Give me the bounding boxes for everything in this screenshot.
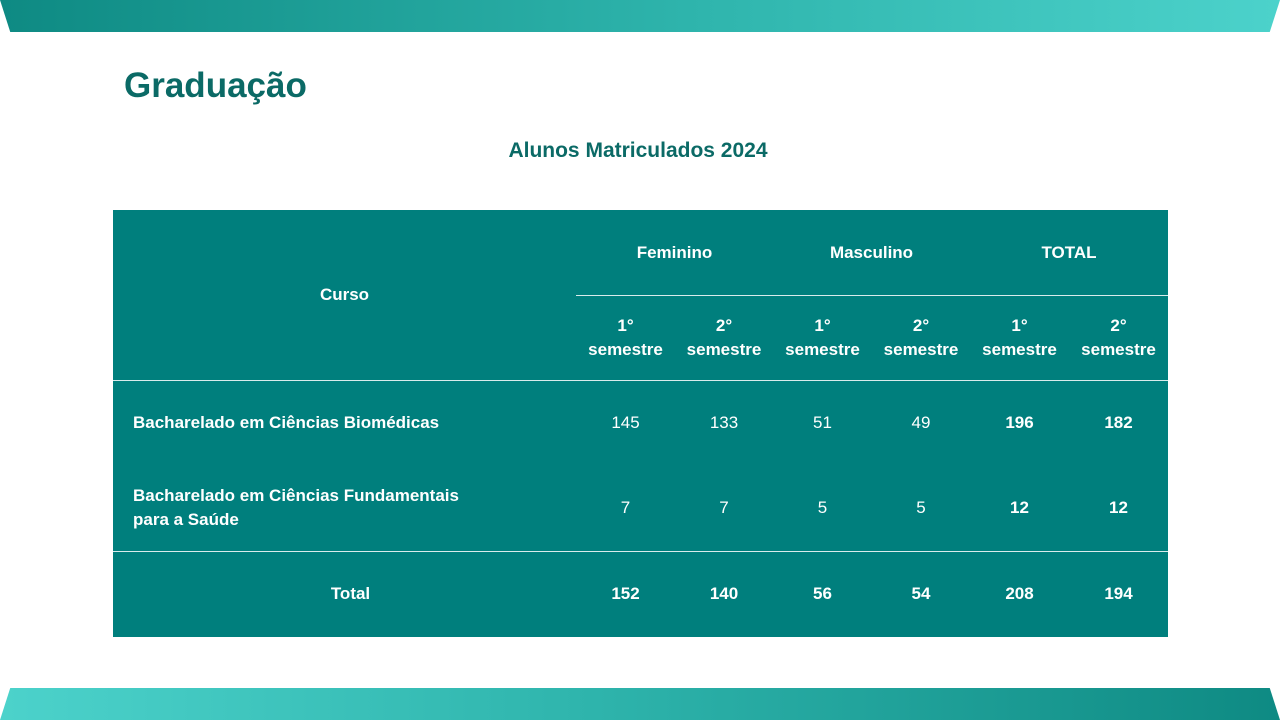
header-total: TOTAL <box>1041 242 1097 262</box>
table-cell: 51 <box>813 412 832 432</box>
row-label-fundamentais <box>133 465 556 551</box>
subheader-total-1 <box>970 295 1069 380</box>
subheader-ordinal: 1° <box>617 315 634 335</box>
total-row-label: Total <box>330 584 371 603</box>
subheader-word: semestre <box>785 339 860 359</box>
table-cell: 7 <box>719 498 729 517</box>
subheader-ordinal: 2° <box>715 315 733 335</box>
row-label-biomedicas <box>133 380 556 465</box>
subheader-feminino-1 <box>576 295 675 380</box>
subheader-ordinal: 2° <box>912 315 930 335</box>
header-feminino: Feminino <box>636 242 713 262</box>
total-cell: 208 <box>1005 584 1034 603</box>
header-masculino: Masculino <box>829 242 914 262</box>
subheader-masculino-2 <box>872 295 970 380</box>
total-cell: 54 <box>911 584 931 603</box>
total-cell: 56 <box>813 584 832 603</box>
table-cell: 5 <box>817 498 828 517</box>
subheader-ordinal: 2° <box>1110 315 1127 335</box>
table-cell-total: 12 <box>1010 498 1029 517</box>
table-cell-total: 12 <box>1109 498 1128 517</box>
table-cell: 133 <box>709 412 739 432</box>
table-cell-total: 182 <box>1104 412 1133 432</box>
bottom-decorative-band <box>0 688 1280 720</box>
row-label-line: para a Saúde <box>133 510 239 529</box>
header-curso: Curso <box>319 285 370 304</box>
table-cell: 49 <box>911 412 931 432</box>
subheader-feminino-2 <box>675 295 773 380</box>
subheader-word: semestre <box>883 339 959 359</box>
enrollment-table <box>113 210 1168 637</box>
table-cell: 7 <box>620 498 631 517</box>
subheader-word: semestre <box>1081 339 1156 359</box>
table-title: Alunos Matriculados 2024 <box>508 139 768 162</box>
table-cell: 5 <box>916 498 926 517</box>
subheader-total-2 <box>1069 295 1168 380</box>
subheader-word: semestre <box>686 339 762 359</box>
total-cell: 194 <box>1104 584 1133 603</box>
subheader-word: semestre <box>982 339 1057 359</box>
page-title: Graduação <box>124 66 307 105</box>
row-label-line: Bacharelado em Ciências Fundamentais <box>133 486 459 505</box>
table-cell-total: 196 <box>1005 412 1034 432</box>
subheader-masculino-1 <box>773 295 872 380</box>
subheader-ordinal: 1° <box>814 315 831 335</box>
subheader-word: semestre <box>588 339 663 359</box>
total-cell: 152 <box>611 584 640 603</box>
total-cell: 140 <box>709 584 739 603</box>
top-decorative-band <box>0 0 1280 32</box>
subheader-ordinal: 1° <box>1011 315 1028 335</box>
row-label-line: Bacharelado em Ciências Biomédicas <box>133 412 440 432</box>
table-cell: 145 <box>611 412 640 432</box>
